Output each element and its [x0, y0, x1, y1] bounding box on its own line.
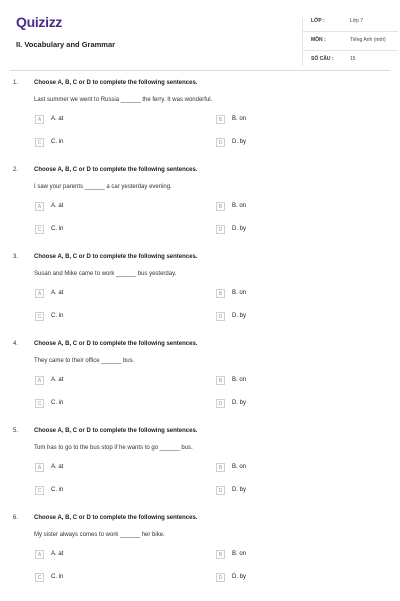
- option-box[interactable]: D: [216, 225, 225, 234]
- question-instruction: Choose A, B, C or D to complete the following sentences.: [34, 341, 198, 347]
- option-box[interactable]: A: [35, 376, 44, 385]
- info-row-subject: [303, 32, 398, 51]
- question-instruction: Choose A, B, C or D to complete the following sentences.: [34, 428, 198, 434]
- option-box[interactable]: B: [216, 376, 225, 385]
- option-box[interactable]: B: [216, 202, 225, 211]
- option-text: D. by: [232, 574, 247, 580]
- option-text: B. on: [232, 377, 247, 383]
- question-number: 1.: [13, 80, 19, 86]
- option-text: B. on: [232, 203, 247, 209]
- info-value: Tiếng Anh (mới): [350, 37, 386, 43]
- info-label: MÔN :: [311, 37, 326, 43]
- question-sentence: Tom has to go to the bus stop if he wants to go ______ bus.: [34, 445, 193, 451]
- question-6: [0, 515, 400, 601]
- option-box[interactable]: D: [216, 486, 225, 495]
- option-box[interactable]: A: [35, 115, 44, 124]
- option-text: C. in: [51, 487, 64, 493]
- option-text: A. at: [51, 290, 64, 296]
- option-box[interactable]: C: [35, 573, 44, 582]
- question-sentence: They came to their office ______ bus.: [34, 358, 135, 364]
- question-instruction: Choose A, B, C or D to complete the following sentences.: [34, 167, 198, 173]
- option-text: A. at: [51, 116, 64, 122]
- option-box[interactable]: D: [216, 312, 225, 321]
- option-box[interactable]: D: [216, 573, 225, 582]
- worksheet-header: [10, 8, 390, 71]
- option-box[interactable]: C: [35, 486, 44, 495]
- option-text: D. by: [232, 226, 247, 232]
- info-value: Lớp 7: [350, 18, 364, 24]
- question-number: 6.: [13, 515, 19, 521]
- question-number: 5.: [13, 428, 19, 434]
- info-value: 15: [350, 56, 356, 62]
- question-1: [0, 80, 400, 166]
- option-text: B. on: [232, 551, 247, 557]
- question-instruction: Choose A, B, C or D to complete the following sentences.: [34, 515, 198, 521]
- question-4: [0, 341, 400, 427]
- question-sentence: Last summer we went to Russia ______ the ferry. It was wonderful.: [34, 97, 213, 103]
- option-text: D. by: [232, 313, 247, 319]
- option-text: A. at: [51, 464, 64, 470]
- option-box[interactable]: B: [216, 115, 225, 124]
- info-label: LỚP :: [311, 18, 325, 24]
- worksheet-info: [303, 13, 398, 69]
- option-text: C. in: [51, 400, 64, 406]
- option-text: B. on: [232, 290, 247, 296]
- option-box[interactable]: B: [216, 550, 225, 559]
- info-row-question-count: [303, 51, 398, 69]
- info-row-class: [303, 13, 398, 32]
- option-box[interactable]: A: [35, 289, 44, 298]
- option-box[interactable]: A: [35, 463, 44, 472]
- option-box[interactable]: C: [35, 138, 44, 147]
- option-text: C. in: [51, 313, 64, 319]
- option-text: D. by: [232, 400, 247, 406]
- option-text: C. in: [51, 139, 64, 145]
- option-text: A. at: [51, 551, 64, 557]
- question-3: [0, 254, 400, 340]
- option-text: C. in: [51, 226, 64, 232]
- question-5: [0, 428, 400, 514]
- option-text: B. on: [232, 464, 247, 470]
- question-number: 3.: [13, 254, 19, 260]
- question-number: 4.: [13, 341, 19, 347]
- option-box[interactable]: C: [35, 225, 44, 234]
- info-label: SỐ CÂU :: [311, 56, 334, 62]
- quizizz-logo[interactable]: Quizizz: [16, 14, 63, 30]
- question-instruction: Choose A, B, C or D to complete the following sentences.: [34, 80, 198, 86]
- option-box[interactable]: B: [216, 463, 225, 472]
- option-box[interactable]: B: [216, 289, 225, 298]
- question-sentence: I saw your parents ______ a car yesterday evening.: [34, 184, 172, 190]
- option-text: D. by: [232, 487, 247, 493]
- question-sentence: Susan and Mike came to work ______ bus yesterday.: [34, 271, 177, 277]
- option-text: A. at: [51, 377, 64, 383]
- option-box[interactable]: A: [35, 550, 44, 559]
- option-text: B. on: [232, 116, 247, 122]
- option-box[interactable]: C: [35, 312, 44, 321]
- option-box[interactable]: D: [216, 399, 225, 408]
- option-box[interactable]: A: [35, 202, 44, 211]
- question-number: 2.: [13, 167, 19, 173]
- question-2: [0, 167, 400, 253]
- option-box[interactable]: D: [216, 138, 225, 147]
- option-text: D. by: [232, 139, 247, 145]
- question-instruction: Choose A, B, C or D to complete the following sentences.: [34, 254, 198, 260]
- option-text: A. at: [51, 203, 64, 209]
- option-box[interactable]: C: [35, 399, 44, 408]
- question-sentence: My sister always comes to work ______ her bike.: [34, 532, 165, 538]
- section-title: II. Vocabulary and Grammar: [16, 40, 116, 49]
- option-text: C. in: [51, 574, 64, 580]
